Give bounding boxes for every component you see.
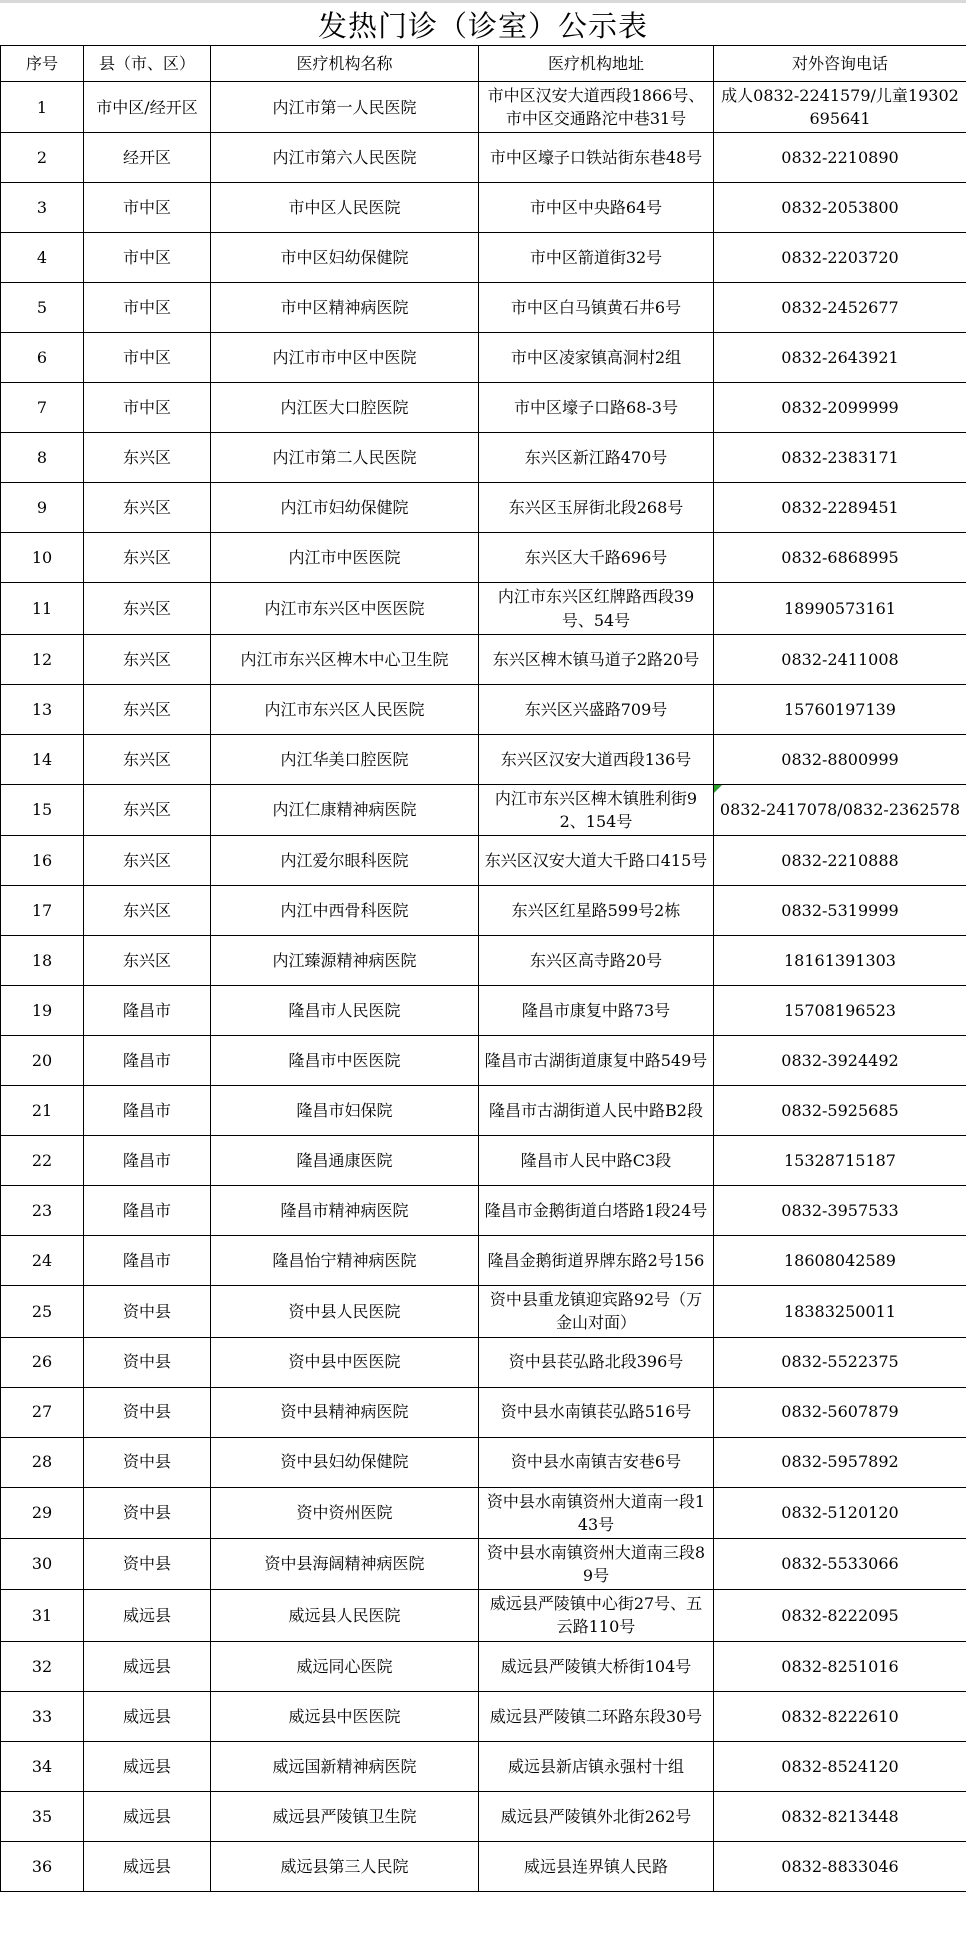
- phone-cell: 0832-8800999: [714, 734, 966, 784]
- district-cell: 资中县: [84, 1538, 211, 1589]
- address-cell: 东兴区兴盛路709号: [479, 684, 714, 734]
- address-cell: 威远县连界镇人民路: [479, 1841, 714, 1891]
- institution-name-cell: 隆昌市人民医院: [211, 986, 479, 1036]
- row-number-cell: 1: [1, 82, 84, 133]
- address-cell: 东兴区高寺路20号: [479, 936, 714, 986]
- district-cell: 资中县: [84, 1487, 211, 1538]
- table-row: [1, 133, 966, 183]
- row-number-cell: 9: [1, 483, 84, 533]
- institution-name-cell: 资中县精神病医院: [211, 1387, 479, 1437]
- table-row: [1, 82, 966, 133]
- institution-name-cell: 威远同心医院: [211, 1641, 479, 1691]
- phone-cell: 0832-2643921: [714, 333, 966, 383]
- phone-cell: 15708196523: [714, 986, 966, 1036]
- district-cell: 东兴区: [84, 784, 211, 835]
- phone-cell: 0832-8222610: [714, 1691, 966, 1741]
- row-number-cell: 7: [1, 383, 84, 433]
- phone-cell: 0832-5319999: [714, 886, 966, 936]
- address-cell: 威远县严陵镇大桥街104号: [479, 1641, 714, 1691]
- institution-name-cell: 市中区人民医院: [211, 183, 479, 233]
- address-cell: 内江市东兴区椑木镇胜利街92、154号: [479, 784, 714, 835]
- row-number-cell: 12: [1, 634, 84, 684]
- district-cell: 东兴区: [84, 936, 211, 986]
- row-number-cell: 26: [1, 1337, 84, 1387]
- district-cell: 东兴区: [84, 433, 211, 483]
- institution-name-cell: 内江市东兴区椑木中心卫生院: [211, 634, 479, 684]
- district-cell: 市中区: [84, 383, 211, 433]
- row-number-cell: 35: [1, 1791, 84, 1841]
- row-number-cell: 18: [1, 936, 84, 986]
- phone-cell: 0832-2099999: [714, 383, 966, 433]
- row-number-cell: 24: [1, 1236, 84, 1286]
- table-row: [1, 1337, 966, 1387]
- phone-cell: 0832-8222095: [714, 1590, 966, 1641]
- address-cell: 东兴区大千路696号: [479, 533, 714, 583]
- phone-cell: 0832-2289451: [714, 483, 966, 533]
- address-cell: 资中县水南镇资州大道南一段143号: [479, 1487, 714, 1538]
- district-cell: 市中区: [84, 183, 211, 233]
- institution-name-cell: 内江臻源精神病医院: [211, 936, 479, 986]
- district-cell: 隆昌市: [84, 986, 211, 1036]
- table-row: [1, 1437, 966, 1487]
- row-number-cell: 13: [1, 684, 84, 734]
- row-number-cell: 33: [1, 1691, 84, 1741]
- phone-cell: 成人0832-2241579/儿童19302695641: [714, 82, 966, 133]
- phone-cell: 18990573161: [714, 583, 966, 634]
- phone-cell: 0832-2411008: [714, 634, 966, 684]
- institution-name-cell: 威远县第三人民院: [211, 1841, 479, 1891]
- table-row: [1, 483, 966, 533]
- address-cell: 东兴区汉安大道西段136号: [479, 734, 714, 784]
- address-cell: 市中区壕子口铁站街东巷48号: [479, 133, 714, 183]
- page-title: 发热门诊（诊室）公示表: [317, 8, 648, 43]
- district-cell: 隆昌市: [84, 1186, 211, 1236]
- phone-cell: 0832-2383171: [714, 433, 966, 483]
- institution-name-cell: 威远国新精神病医院: [211, 1741, 479, 1791]
- institution-name-cell: 威远县人民医院: [211, 1590, 479, 1641]
- table-row: [1, 1741, 966, 1791]
- district-cell: 资中县: [84, 1437, 211, 1487]
- institution-name-cell: 市中区妇幼保健院: [211, 233, 479, 283]
- row-number-cell: 30: [1, 1538, 84, 1589]
- row-number-cell: 23: [1, 1186, 84, 1236]
- phone-cell: 0832-5607879: [714, 1387, 966, 1437]
- table-body: [1, 82, 966, 1892]
- table-row: [1, 836, 966, 886]
- table-row: [1, 1236, 966, 1286]
- table-row: [1, 1691, 966, 1741]
- phone-cell: 0832-5533066: [714, 1538, 966, 1589]
- phone-cell: 18161391303: [714, 936, 966, 986]
- phone-cell: 0832-8833046: [714, 1841, 966, 1891]
- row-number-cell: 16: [1, 836, 84, 886]
- address-cell: 资中县重龙镇迎宾路92号（万金山对面）: [479, 1286, 714, 1337]
- address-cell: 东兴区椑木镇马道子2路20号: [479, 634, 714, 684]
- row-number-cell: 4: [1, 233, 84, 283]
- table-row: [1, 533, 966, 583]
- row-number-cell: 17: [1, 886, 84, 936]
- row-number-cell: 21: [1, 1086, 84, 1136]
- row-number-cell: 29: [1, 1487, 84, 1538]
- row-number-cell: 14: [1, 734, 84, 784]
- address-cell: 市中区箭道街32号: [479, 233, 714, 283]
- institution-name-cell: 内江医大口腔医院: [211, 383, 479, 433]
- address-cell: 隆昌市人民中路C3段: [479, 1136, 714, 1186]
- institution-name-cell: 资中资州医院: [211, 1487, 479, 1538]
- institution-name-cell: 内江市第六人民医院: [211, 133, 479, 183]
- district-cell: 东兴区: [84, 533, 211, 583]
- table-row: [1, 1387, 966, 1437]
- address-cell: 威远县严陵镇二环路东段30号: [479, 1691, 714, 1741]
- institution-name-cell: 内江市市中区中医院: [211, 333, 479, 383]
- address-cell: 资中县水南镇吉安巷6号: [479, 1437, 714, 1487]
- address-cell: 市中区白马镇黄石井6号: [479, 283, 714, 333]
- district-cell: 威远县: [84, 1641, 211, 1691]
- table-row: [1, 1538, 966, 1589]
- institution-name-cell: 资中县中医医院: [211, 1337, 479, 1387]
- phone-cell: 0832-8251016: [714, 1641, 966, 1691]
- table-row: [1, 1086, 966, 1136]
- institution-name-cell: 市中区精神病医院: [211, 283, 479, 333]
- row-number-cell: 11: [1, 583, 84, 634]
- table-row: [1, 283, 966, 333]
- row-number-cell: 8: [1, 433, 84, 483]
- institution-name-cell: 内江仁康精神病医院: [211, 784, 479, 835]
- phone-cell: 0832-2210890: [714, 133, 966, 183]
- address-cell: 资中县水南镇苌弘路516号: [479, 1387, 714, 1437]
- address-cell: 隆昌市康复中路73号: [479, 986, 714, 1036]
- institution-name-cell: 隆昌通康医院: [211, 1136, 479, 1186]
- institution-name-cell: 内江爱尔眼科医院: [211, 836, 479, 886]
- institution-name-cell: 隆昌怡宁精神病医院: [211, 1236, 479, 1286]
- district-cell: 市中区: [84, 233, 211, 283]
- row-number-cell: 34: [1, 1741, 84, 1791]
- phone-cell: 0832-2053800: [714, 183, 966, 233]
- fever-clinic-table: [0, 45, 966, 1892]
- address-cell: 威远县严陵镇外北街262号: [479, 1791, 714, 1841]
- phone-cell: 0832-8213448: [714, 1791, 966, 1841]
- institution-name-cell: 内江市东兴区人民医院: [211, 684, 479, 734]
- district-cell: 市中区/经开区: [84, 82, 211, 133]
- address-cell: 资中县水南镇资州大道南三段89号: [479, 1538, 714, 1589]
- table-row: [1, 233, 966, 283]
- address-cell: 内江市东兴区红牌路西段39号、54号: [479, 583, 714, 634]
- column-header: 序号: [1, 46, 84, 82]
- table-row: [1, 1841, 966, 1891]
- table-row: [1, 1186, 966, 1236]
- address-cell: 东兴区玉屏街北段268号: [479, 483, 714, 533]
- district-cell: 市中区: [84, 333, 211, 383]
- row-number-cell: 3: [1, 183, 84, 233]
- district-cell: 东兴区: [84, 634, 211, 684]
- phone-cell: 0832-5957892: [714, 1437, 966, 1487]
- fever-clinic-notice-page: [0, 3, 966, 1892]
- table-row: [1, 784, 966, 835]
- phone-cell: 0832-6868995: [714, 533, 966, 583]
- row-number-cell: 32: [1, 1641, 84, 1691]
- district-cell: 东兴区: [84, 684, 211, 734]
- district-cell: 威远县: [84, 1590, 211, 1641]
- institution-name-cell: 内江中西骨科医院: [211, 886, 479, 936]
- row-number-cell: 2: [1, 133, 84, 183]
- district-cell: 威远县: [84, 1791, 211, 1841]
- row-number-cell: 27: [1, 1387, 84, 1437]
- table-row: [1, 433, 966, 483]
- institution-name-cell: 资中县海阔精神病医院: [211, 1538, 479, 1589]
- institution-name-cell: 内江市妇幼保健院: [211, 483, 479, 533]
- column-header: 医疗机构地址: [479, 46, 714, 82]
- district-cell: 威远县: [84, 1741, 211, 1791]
- row-number-cell: 19: [1, 986, 84, 1036]
- district-cell: 资中县: [84, 1286, 211, 1337]
- table-row: [1, 986, 966, 1036]
- phone-cell: 0832-2210888: [714, 836, 966, 886]
- table-row: [1, 634, 966, 684]
- table-row: [1, 1487, 966, 1538]
- row-number-cell: 6: [1, 333, 84, 383]
- row-number-cell: 28: [1, 1437, 84, 1487]
- address-cell: 隆昌市金鹅街道白塔路1段24号: [479, 1186, 714, 1236]
- district-cell: 市中区: [84, 283, 211, 333]
- district-cell: 东兴区: [84, 583, 211, 634]
- column-header: 对外咨询电话: [714, 46, 966, 82]
- phone-cell: 0832-5120120: [714, 1487, 966, 1538]
- phone-cell: 15760197139: [714, 684, 966, 734]
- district-cell: 隆昌市: [84, 1086, 211, 1136]
- address-cell: 东兴区新江路470号: [479, 433, 714, 483]
- table-header: [1, 46, 966, 82]
- column-header: 县（市、区）: [84, 46, 211, 82]
- phone-cell: 0832-5925685: [714, 1086, 966, 1136]
- table-row: [1, 684, 966, 734]
- district-cell: 威远县: [84, 1691, 211, 1741]
- institution-name-cell: 内江市第二人民医院: [211, 433, 479, 483]
- phone-cell: 0832-3924492: [714, 1036, 966, 1086]
- phone-cell: 0832-2203720: [714, 233, 966, 283]
- district-cell: 经开区: [84, 133, 211, 183]
- district-cell: 威远县: [84, 1841, 211, 1891]
- table-row: [1, 1791, 966, 1841]
- institution-name-cell: 隆昌市妇保院: [211, 1086, 479, 1136]
- table-row: [1, 583, 966, 634]
- address-cell: 隆昌市古湖街道康复中路549号: [479, 1036, 714, 1086]
- address-cell: 威远县新店镇永强村十组: [479, 1741, 714, 1791]
- address-cell: 市中区汉安大道西段1866号、市中区交通路沱中巷31号: [479, 82, 714, 133]
- district-cell: 资中县: [84, 1387, 211, 1437]
- district-cell: 东兴区: [84, 836, 211, 886]
- row-number-cell: 36: [1, 1841, 84, 1891]
- table-row: [1, 886, 966, 936]
- address-cell: 隆昌市古湖街道人民中路B2段: [479, 1086, 714, 1136]
- institution-name-cell: 隆昌市中医医院: [211, 1036, 479, 1086]
- phone-cell: 0832-3957533: [714, 1186, 966, 1236]
- row-number-cell: 10: [1, 533, 84, 583]
- district-cell: 隆昌市: [84, 1036, 211, 1086]
- institution-name-cell: 内江市中医医院: [211, 533, 479, 583]
- district-cell: 隆昌市: [84, 1136, 211, 1186]
- district-cell: 资中县: [84, 1337, 211, 1387]
- district-cell: 东兴区: [84, 886, 211, 936]
- address-cell: 市中区中央路64号: [479, 183, 714, 233]
- phone-cell: 18608042589: [714, 1236, 966, 1286]
- address-cell: 威远县严陵镇中心街27号、五云路110号: [479, 1590, 714, 1641]
- institution-name-cell: 威远县中医医院: [211, 1691, 479, 1741]
- row-number-cell: 15: [1, 784, 84, 835]
- phone-cell: 0832-5522375: [714, 1337, 966, 1387]
- institution-name-cell: 内江华美口腔医院: [211, 734, 479, 784]
- column-header: 医疗机构名称: [211, 46, 479, 82]
- table-row: [1, 1590, 966, 1641]
- address-cell: 东兴区汉安大道大千路口415号: [479, 836, 714, 886]
- address-cell: 东兴区红星路599号2栋: [479, 886, 714, 936]
- district-cell: 东兴区: [84, 734, 211, 784]
- district-cell: 隆昌市: [84, 1236, 211, 1286]
- phone-cell: 18383250011: [714, 1286, 966, 1337]
- institution-name-cell: 内江市第一人民医院: [211, 82, 479, 133]
- phone-cell: 0832-8524120: [714, 1741, 966, 1791]
- institution-name-cell: 资中县人民医院: [211, 1286, 479, 1337]
- row-number-cell: 20: [1, 1036, 84, 1086]
- table-row: [1, 1286, 966, 1337]
- table-row: [1, 1641, 966, 1691]
- table-row: [1, 1036, 966, 1086]
- row-number-cell: 5: [1, 283, 84, 333]
- phone-cell: 0832-2452677: [714, 283, 966, 333]
- table-row: [1, 1136, 966, 1186]
- table-row: [1, 383, 966, 433]
- table-row: [1, 734, 966, 784]
- address-cell: 资中县苌弘路北段396号: [479, 1337, 714, 1387]
- district-cell: 东兴区: [84, 483, 211, 533]
- phone-cell: 15328715187: [714, 1136, 966, 1186]
- table-row: [1, 936, 966, 986]
- institution-name-cell: 内江市东兴区中医医院: [211, 583, 479, 634]
- address-cell: 隆昌金鹅街道界牌东路2号156: [479, 1236, 714, 1286]
- institution-name-cell: 资中县妇幼保健院: [211, 1437, 479, 1487]
- row-number-cell: 22: [1, 1136, 84, 1186]
- address-cell: 市中区凌家镇高洞村2组: [479, 333, 714, 383]
- row-number-cell: 31: [1, 1590, 84, 1641]
- phone-cell-with-green-triangle-icon: 0832-2417078/0832-2362578: [714, 784, 966, 835]
- address-cell: 市中区壕子口路68-3号: [479, 383, 714, 433]
- institution-name-cell: 隆昌市精神病医院: [211, 1186, 479, 1236]
- table-row: [1, 183, 966, 233]
- table-row: [1, 333, 966, 383]
- row-number-cell: 25: [1, 1286, 84, 1337]
- institution-name-cell: 威远县严陵镇卫生院: [211, 1791, 479, 1841]
- header-row: [1, 46, 966, 82]
